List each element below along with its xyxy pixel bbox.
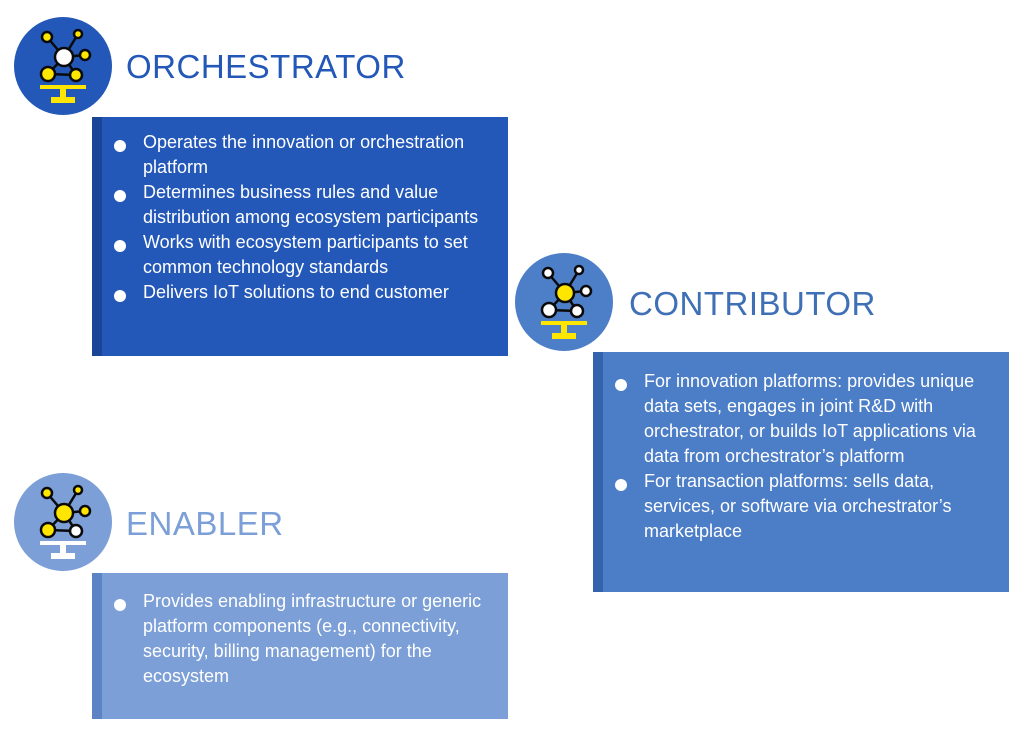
orchestrator-icon — [14, 17, 112, 115]
bullet-item: Delivers IoT solutions to end customer — [102, 280, 500, 305]
orchestrator-bullet-list — [102, 130, 500, 305]
bullet-item: Operates the innovation or orchestration platform — [102, 130, 500, 180]
orchestrator-title: ORCHESTRATOR — [126, 48, 406, 85]
card-accent-bar — [92, 573, 102, 719]
contributor-icon — [515, 253, 613, 351]
bullet-item: For innovation platforms: provides unique data sets, engages in joint R&D with orchestrator, or builds IoT applications via data from orchestrator’s platform — [603, 369, 1001, 469]
network-node-icon — [14, 17, 112, 115]
contributor-card — [593, 352, 1009, 592]
network-node-icon — [515, 253, 613, 351]
enabler-icon — [14, 473, 112, 571]
network-node-icon — [14, 473, 112, 571]
bullet-item: Works with ecosystem participants to set common technology standards — [102, 230, 500, 280]
bullet-item: For transaction platforms: sells data, services, or software via orchestrator’s marketplace — [603, 469, 1001, 544]
bullet-item: Provides enabling infrastructure or generic platform components (e.g., connectivity, security, billing management) for the ecosystem — [102, 589, 500, 689]
card-accent-bar — [593, 352, 603, 592]
enabler-title: ENABLER — [126, 505, 284, 542]
bullet-item: Determines business rules and value distribution among ecosystem participants — [102, 180, 500, 230]
contributor-title: CONTRIBUTOR — [629, 285, 876, 322]
enabler-bullet-list — [102, 589, 500, 689]
enabler-card — [92, 573, 508, 719]
orchestrator-card — [92, 117, 508, 356]
card-accent-bar — [92, 117, 102, 356]
contributor-bullet-list — [603, 369, 1001, 544]
